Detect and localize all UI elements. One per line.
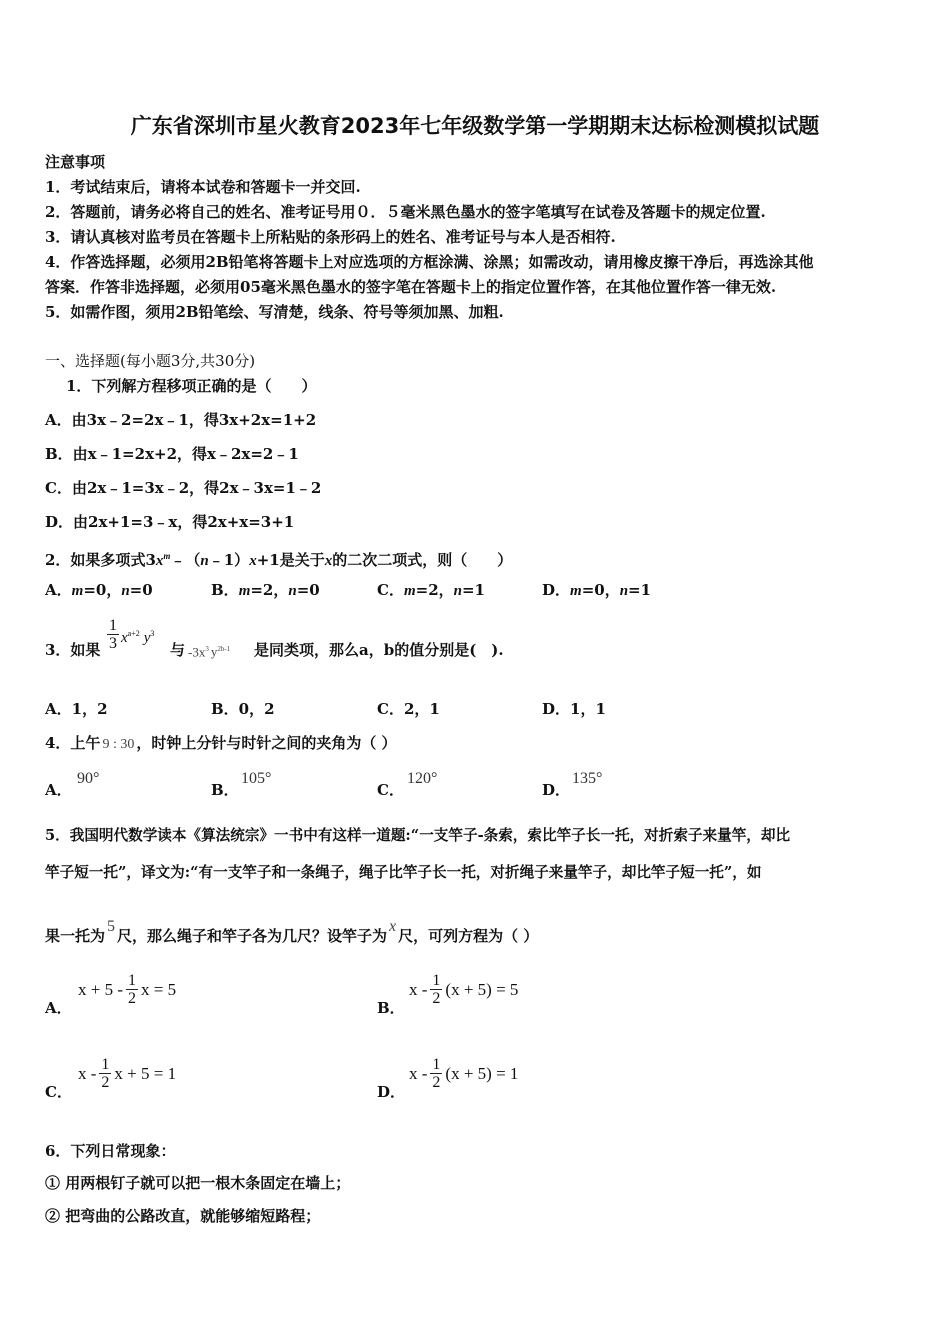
question-4-option-a-value: 90° (77, 770, 100, 787)
question-6-item-2: ② 把弯曲的公路改直，就能够缩短路程； (45, 1207, 321, 1225)
question-3-term2: $-3x^3$ $y^{2b-1}$ (188, 644, 231, 660)
question-4-option-c-label: C． (377, 781, 404, 799)
q2-after-n: ﹣1） (208, 551, 250, 569)
notice-item: 5．如需作图，须用2B铅笔绘、写清楚，线条、符号等须加黑、加粗. (45, 303, 504, 321)
clock-time: 9 : 30 (102, 737, 135, 752)
question-1-option-c: C．由2x﹣1=3x﹣2，得2x﹣3x=1﹣2 (45, 479, 322, 497)
notice-item: 4．作答选择题，必须用2B铅笔将答题卡上对应选项的方框涂满、涂黑；如需改动，请用橡皮擦干净后，再选涂其他 (45, 253, 814, 271)
question-5-option-c-label: C． (45, 1083, 72, 1101)
question-6-item-1: ① 用两根钉子就可以把一根木条固定在墙上； (45, 1174, 351, 1192)
question-2-option-b: B．m=2，n=0 (211, 581, 320, 599)
section-heading: 一、选择题(每小题3分,共30分) (45, 352, 256, 370)
question-5-line-1: 5．我国明代数学读本《算法统宗》一书中有这样一道题:“一支竿子-条索，索比竿子长一托，对折索子来量竿，却比 (45, 827, 791, 844)
question-2-stem (45, 546, 512, 571)
q5-five: 5 (107, 918, 116, 935)
question-4-option-a-label: A． (45, 781, 72, 799)
q2-var-x2: x (249, 553, 257, 569)
q2-tail: +1是关于 (256, 551, 325, 569)
notice-item: 答案．作答非选择题，必须用05毫米黑色墨水的签字笔在答题卡上的指定位置作答，在其他位置作答一律无效. (45, 278, 777, 296)
q2-var-x3: x (324, 553, 333, 569)
question-1-stem: 1．下列解方程移项正确的是（ ） (66, 377, 317, 395)
q2-var-x: x (155, 553, 164, 569)
notice-item: 3．请认真核对监考员在答题卡上所粘贴的条形码上的姓名、准考证号与本人是否相符. (45, 228, 616, 246)
question-4-option-b-label: B． (211, 781, 239, 799)
question-5-option-b-label: B． (377, 999, 405, 1017)
question-1-option-b: B．由x﹣1=2x+2，得x﹣2x=2﹣1 (45, 445, 299, 463)
question-3-term1: $x^{a+2}$ $y^3$ (121, 629, 155, 646)
question-2-option-c: C．m=2，n=1 (377, 581, 485, 599)
question-3-suffix: 是同类项，那么a，b的值分别是( ). (254, 641, 504, 659)
question-4-stem: 4．上午 9 : 30 ，时钟上分针与时针之间的夹角为（ ） (45, 734, 397, 752)
q5-x: x (389, 918, 397, 935)
question-2-option-d: D．m=0，n=1 (542, 581, 652, 599)
notice-item: 2．答题前，请务必将自己的姓名、准考证号用０．５毫米黑色墨水的签字笔填写在试卷及答题卡的规定位置. (45, 203, 766, 221)
question-3-fraction: $\frac{1}{3}$ (109, 617, 117, 652)
question-1-option-d: D．由2x+1=3﹣x，得2x+x=3+1 (45, 513, 295, 531)
question-3-option-a: A．1，2 (45, 700, 108, 718)
question-3-prefix: 3．如果 (45, 641, 101, 659)
question-4-option-d-label: D． (542, 781, 571, 799)
q2-prefix: 2．如果多项式3 (45, 551, 156, 569)
question-3-option-d: D．1，1 (542, 700, 606, 718)
question-5-option-a-formula: x + 5 - $\frac{1}{2}$ x = 5 (78, 972, 177, 1007)
notice-item: 1．考试结束后，请将本试卷和答题卡一并交回. (45, 178, 361, 196)
question-3-option-b: B．0，2 (211, 700, 275, 718)
question-5-option-d-label: D． (377, 1083, 406, 1101)
question-5-line-3: 果一托为5尺，那么绳子和竿子各为几尺？设竿子为x尺，可列方程为（ ） (45, 918, 539, 945)
question-5-option-a-label: A． (45, 999, 72, 1017)
question-6-stem: 6．下列日常现象： (45, 1142, 176, 1160)
question-5-option-b-formula: x - $\frac{1}{2}$ (x + 5) = 5 (409, 972, 519, 1007)
q2-middle: ﹣（ (170, 551, 201, 569)
question-4-option-c-value: 120° (407, 770, 438, 787)
question-3-option-c: C．2，1 (377, 700, 440, 718)
q2-var-n: n (200, 553, 209, 569)
page-title: 广东省深圳市星火教育2023年七年级数学第一学期期末达标检测模拟试题 (130, 114, 820, 138)
question-1-option-a: A．由3x﹣2=2x﹣1，得3x+2x=1+2 (45, 411, 317, 429)
question-4-option-d-value: 135° (572, 770, 603, 787)
q2-end: 的二次二项式，则（ ） (332, 551, 513, 569)
question-5-option-d-formula: x - $\frac{1}{2}$ (x + 5) = 1 (409, 1056, 519, 1091)
question-5-option-c-formula: x - $\frac{1}{2}$ x + 5 = 1 (78, 1056, 177, 1091)
question-2-option-a: A．m=0，n=0 (45, 581, 153, 599)
question-4-option-b-value: 105° (241, 770, 272, 787)
question-3-mid: 与 (170, 641, 186, 659)
q2-exp-m: m (163, 551, 171, 561)
question-5-line-2: 竿子短一托”，译文为:“有一支竿子和一条绳子，绳子比竿子长一托，对折绳子来量竿子，却比竿子短一托”，如 (45, 864, 762, 881)
notice-heading: 注意事项 (45, 153, 106, 171)
